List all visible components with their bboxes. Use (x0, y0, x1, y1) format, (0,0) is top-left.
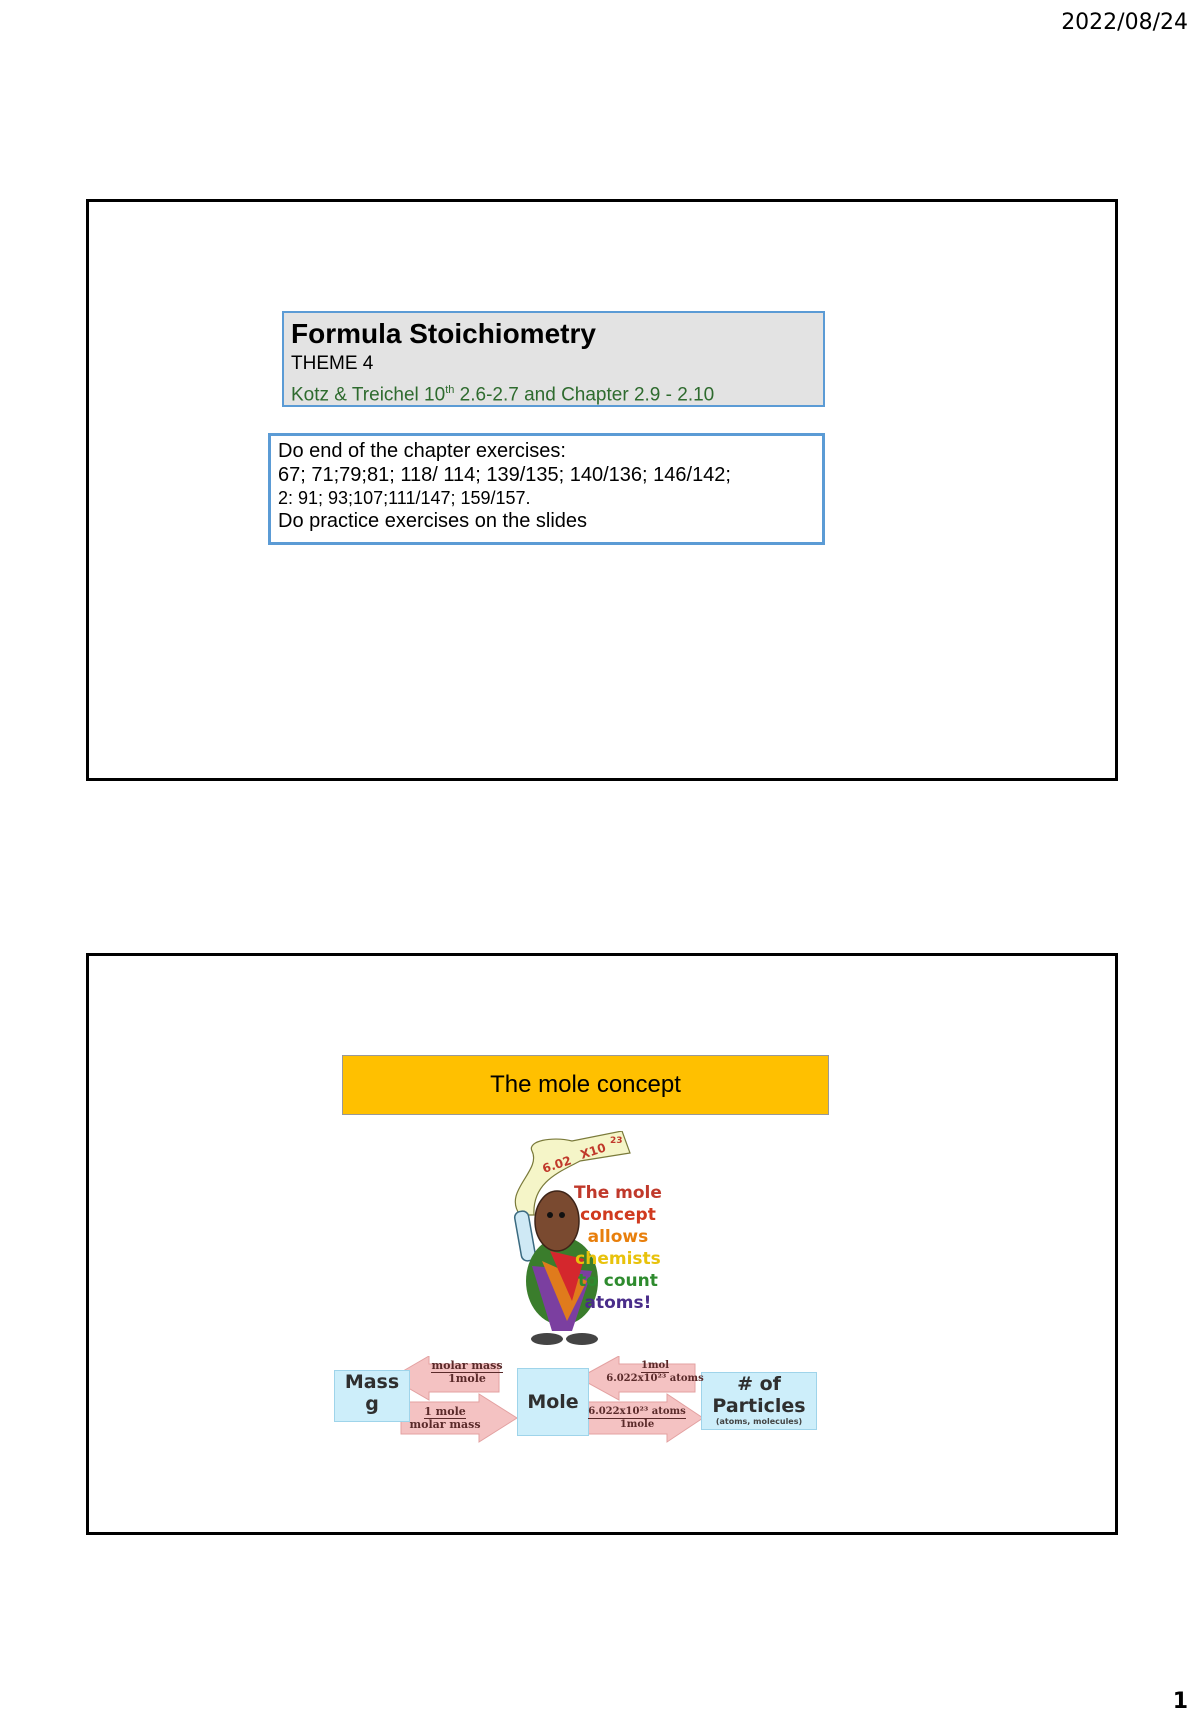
arrow-label-mass-bottom (407, 1406, 483, 1431)
title-box (282, 311, 825, 407)
fraction-numerator: molar mass (431, 1359, 503, 1372)
flag-exponent: 23 (610, 1136, 623, 1146)
arrow-label-particles-top (605, 1360, 705, 1385)
fraction-denominator: molar mass (409, 1418, 481, 1431)
header-date: 2022/08/24 (1061, 10, 1188, 35)
particles-box (701, 1372, 817, 1430)
arrow-label-mass-top (429, 1360, 505, 1385)
mass-box (334, 1370, 410, 1422)
mole-box (517, 1368, 589, 1436)
exercise-line: 67; 71;79;81; 118/ 114; 139/135; 140/136; 146/142; (278, 464, 731, 486)
fraction-numerator: 1mol (640, 1360, 669, 1371)
textbook-reference (291, 377, 816, 408)
exercise-line: Do end of the chapter exercises: (278, 440, 566, 462)
caption-line: concept (580, 1205, 656, 1225)
particles-label-1: # of (737, 1373, 781, 1395)
fraction-denominator: 1mole (448, 1372, 486, 1385)
fraction-denominator: 6.022x10²³ atoms (606, 1373, 704, 1384)
caption-line: atoms! (584, 1293, 652, 1313)
fraction-denominator: 1mole (619, 1419, 655, 1430)
particles-label-2: Particles (712, 1395, 806, 1417)
particles-subtitle: (atoms, molecules) (715, 1417, 803, 1426)
mass-label: Mass (344, 1371, 400, 1393)
theme-label: THEME 4 (291, 353, 374, 374)
slide-2 (86, 953, 1118, 1535)
mass-unit: g (365, 1393, 379, 1415)
slide-title: Formula Stoichiometry (291, 318, 596, 349)
fraction-numerator: 6.022x10²³ atoms (588, 1406, 686, 1417)
caption-line: The mole (574, 1183, 662, 1203)
mole-conversion-diagram (329, 1356, 849, 1466)
slide-1 (86, 199, 1118, 781)
arrow-label-particles-bottom (587, 1406, 687, 1431)
caption-line: to count (578, 1271, 658, 1291)
caption-line: chemists (575, 1249, 661, 1269)
reference-text: Kotz & Treichel 10 (291, 384, 446, 406)
page-number: 1 (1172, 1689, 1188, 1714)
flag-number: 6.02 (540, 1153, 574, 1176)
mole-caption (574, 1182, 662, 1314)
mole-label: Mole (527, 1391, 579, 1413)
fraction-numerator: 1 mole (424, 1405, 466, 1418)
exercise-line: 2: 91; 93;107;111/147; 159/157. (278, 488, 531, 508)
reference-chapters: 2.6-2.7 and Chapter 2.9 - 2.10 (454, 384, 715, 406)
reference-superscript: th (445, 384, 455, 396)
exercises-box (268, 433, 825, 545)
exercise-line: Do practice exercises on the slides (278, 510, 588, 532)
caption-line: allows (587, 1227, 649, 1247)
flag-power: X10 (578, 1140, 608, 1162)
mole-concept-banner: The mole concept (342, 1055, 829, 1115)
